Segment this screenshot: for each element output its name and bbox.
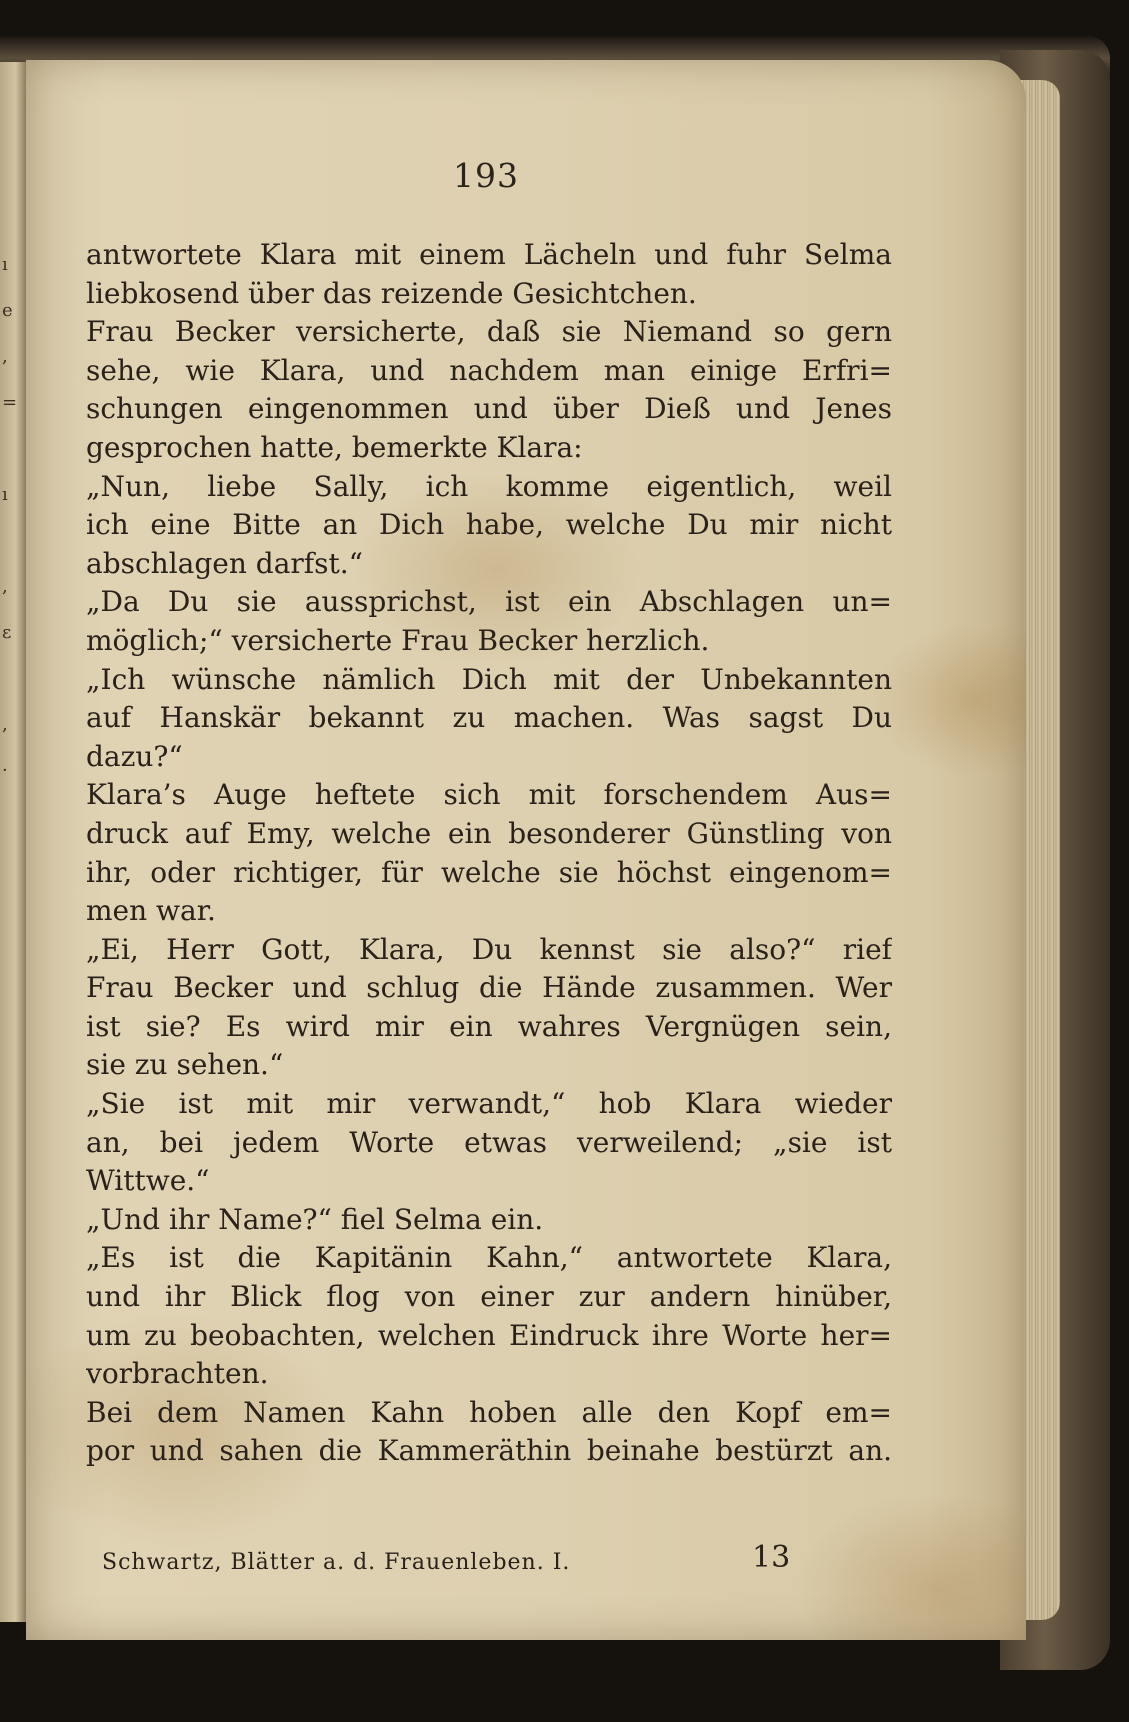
text-line: Frau Becker versicherte, daß sie Niemand so gern — [86, 315, 892, 349]
text-line: Bei dem Namen Kahn hoben alle den Kopf em= — [86, 1395, 892, 1429]
text-line: möglich;“ versicherte Frau Becker herzlich. — [86, 623, 710, 657]
text-line: „Sie ist mit mir verwandt,“ hob Klara wieder — [86, 1087, 892, 1121]
text-line: por und sahen die Kammeräthin beinahe bestürzt an. — [86, 1434, 892, 1468]
book-page — [26, 60, 1026, 1640]
text-line: auf Hanskär bekannt zu machen. Was sagst Du — [86, 701, 892, 735]
text-line: druck auf Emy, welche ein besonderer Günstling von — [86, 816, 892, 850]
text-line: an, bei jedem Worte etwas verweilend; „sie ist — [86, 1125, 892, 1159]
text-line: antwortete Klara mit einem Lächeln und fuhr Selma — [86, 238, 892, 271]
text-line: „Und ihr Name?“ fiel Selma ein. — [86, 1202, 544, 1236]
text-line: dazu?“ — [86, 739, 183, 773]
page-body-text — [86, 236, 892, 1471]
text-line: „Ich wünsche nämlich Dich mit der Unbekannten — [86, 662, 892, 696]
text-line: „Da Du sie aussprichst, ist ein Abschlagen un= — [86, 585, 892, 619]
text-line: gesprochen hatte, bemerkte Klara: — [86, 430, 583, 464]
text-line: „Ei, Herr Gott, Klara, Du kennst sie also?“ rief — [86, 932, 892, 966]
text-line: Wittwe.“ — [86, 1164, 210, 1198]
text-line: ist sie? Es wird mir ein wahres Vergnügen sein, — [86, 1009, 892, 1043]
text-line: „Es ist die Kapitänin Kahn,“ antwortete Klara, — [86, 1241, 892, 1275]
text-line: um zu beobachten, welchen Eindruck ihre Worte her= — [86, 1318, 892, 1352]
text-line: ihr, oder richtiger, für welche sie höchst eingenom= — [86, 855, 892, 889]
text-line: „Nun, liebe Sally, ich komme eigentlich, weil — [86, 469, 892, 503]
text-line: und ihr Blick flog von einer zur andern hinüber, — [86, 1280, 892, 1314]
text-line: men war. — [86, 894, 216, 928]
footer-sheet-mark: 13 — [752, 1540, 791, 1575]
facing-page-marks: ı e , = ı , ε , · — [2, 254, 18, 781]
facing-page-edge — [0, 62, 26, 1622]
text-line: sie zu sehen.“ — [86, 1048, 284, 1082]
text-line: abschlagen darfst.“ — [86, 546, 363, 580]
text-line: liebkosend über das reizende Gesichtchen. — [86, 276, 697, 310]
text-line: schungen eingenommen und über Dieß und Jenes — [86, 392, 892, 426]
text-line: sehe, wie Klara, und nachdem man einige Erfri= — [86, 353, 892, 387]
text-line: Klara’s Auge heftete sich mit forschendem Aus= — [86, 778, 892, 812]
text-line: ich eine Bitte an Dich habe, welche Du mir nicht — [86, 508, 892, 542]
text-line: Frau Becker und schlug die Hände zusammen. Wer — [86, 971, 892, 1005]
page-number: 193 — [453, 156, 519, 195]
page-footer — [102, 1540, 892, 1584]
text-line: vorbrachten. — [86, 1357, 269, 1391]
footer-signature: Schwartz, Blätter a. d. Frauenleben. I. — [102, 1550, 571, 1575]
